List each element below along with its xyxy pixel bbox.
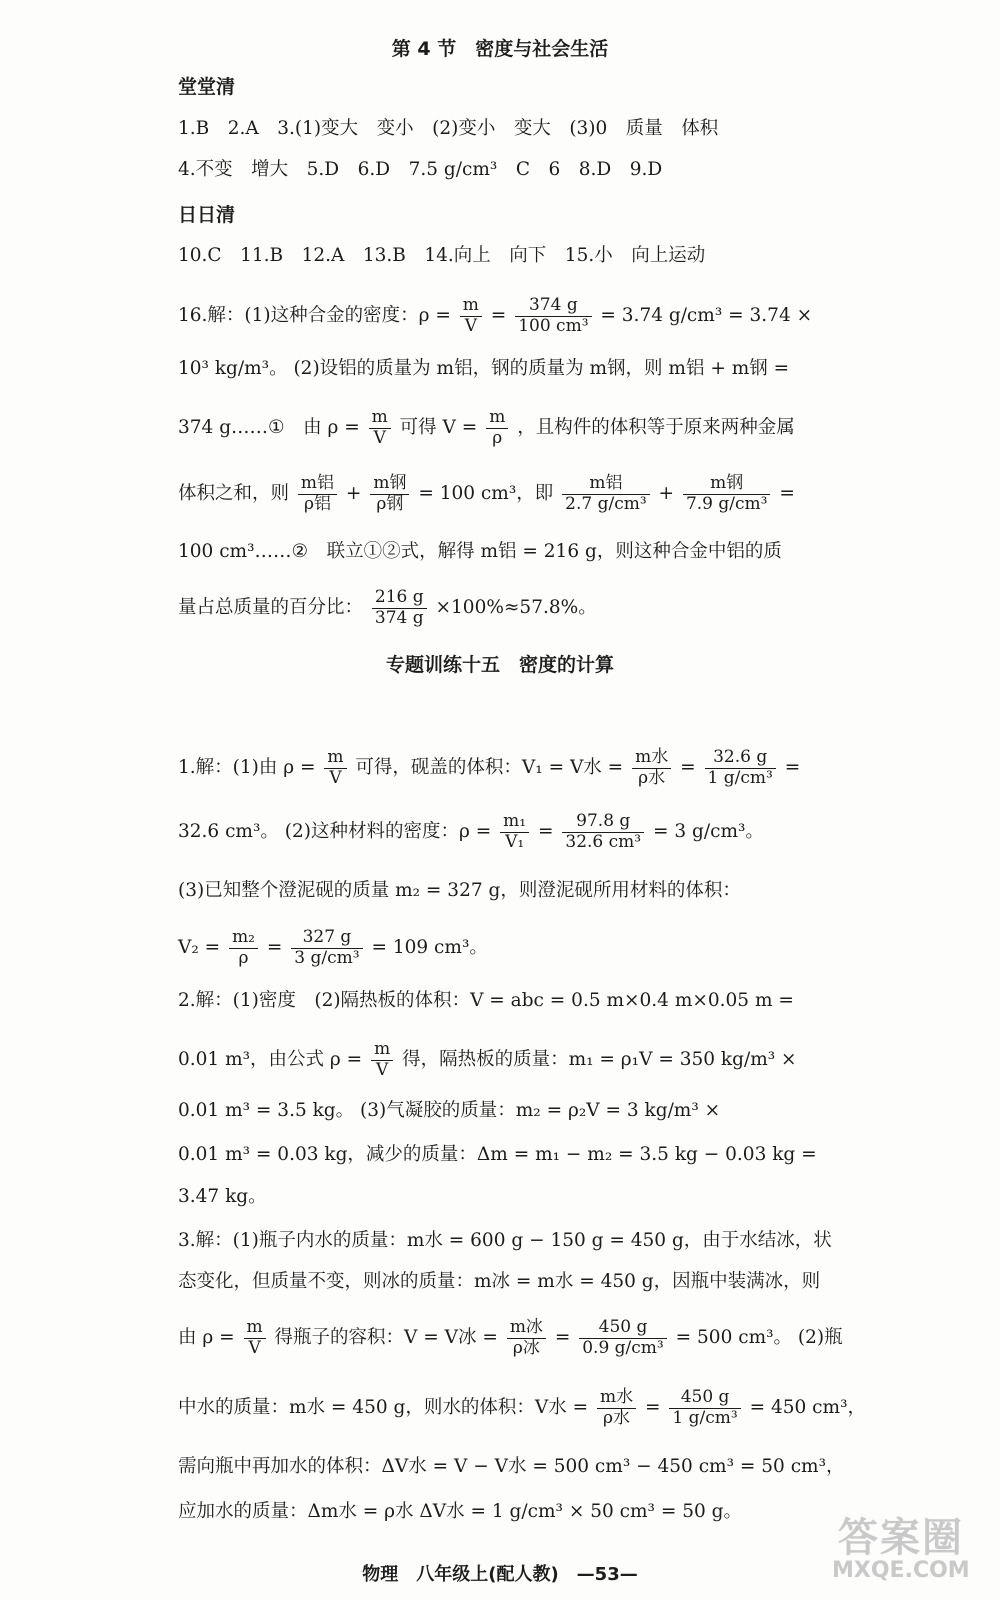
ririqing-heading: 日日清: [178, 204, 236, 226]
p3-line-5: 需向瓶中再加水的体积：ΔV水 = V − V水 = 500 cm³ − 450 cm³ = 50 cm³，: [178, 1456, 845, 1477]
p2-line-1: 2.解：(1)密度 (2)隔热板的体积：V = abc = 0.5 m×0.4 m×0.05 m =: [178, 990, 794, 1011]
page-footer: 物理 八年级上(配人教) —53—: [362, 1564, 638, 1585]
p3-line-3: 由 ρ = $\frac{m}{V}$ 得瓶子的容积：V = V冰 = $\frac{\text{m冰}}{\text{ρ冰}}$ = $\frac{450 g}{\text{0.9 g/cm³}}$ = 500 cm³。 (2)瓶: [178, 1317, 843, 1358]
watermark-url: MXQE.COM: [832, 1558, 970, 1583]
q16-line-5: 100 cm³……② 联立①②式，解得 m铝 = 216 g，则这种合金中铝的质: [178, 541, 782, 562]
fraction: $\frac{\text{m冰}}{\text{ρ冰}}$: [507, 1318, 546, 1358]
fraction: $\frac{\text{m₁}}{\text{V₁}}$: [500, 812, 529, 852]
fraction: $\frac{\text{m水}}{\text{ρ水}}$: [632, 748, 671, 788]
fraction: $\frac{\text{m₂}}{\rho}$: [229, 928, 258, 968]
watermark-logo: [828, 1506, 978, 1592]
q16-line-1: 16.解：(1)这种合金的密度：ρ = $\frac{m}{V}$ = $\frac{374 g}{\text{100 cm³}}$ = 3.74 g/cm³ = 3.74 ×: [178, 295, 813, 336]
fraction: $\frac{\text{m铝}}{\text{2.7 g/cm³}}$: [562, 474, 650, 514]
q16-line-3: 374 g……① 由 ρ = $\frac{m}{V}$ 可得 V = $\frac{m}{\rho}$ ，且构件的体积等于原来两种金属: [178, 407, 795, 448]
fraction: $\frac{m}{V}$: [369, 408, 391, 448]
watermark-text: 答案圈: [838, 1515, 964, 1561]
q16-line-4: 体积之和，则 $\frac{\text{m铝}}{\text{ρ铝}}$ + $\frac{\text{m钢}}{\text{ρ钢}}$ = 100 cm³，即 $\frac{\text{m铝}}{\text{2.7 g/cm³}}$ + $\frac{\text{m钢}}{\text{7.9 g/cm³}}$ =: [178, 473, 795, 514]
p2-line-4: 0.01 m³ = 0.03 kg，减少的质量：Δm = m₁ − m₂ = 3.5 kg − 0.03 kg =: [178, 1144, 817, 1165]
fraction: $\frac{m}{V}$: [371, 1040, 393, 1080]
section-title: 第 4 节 密度与社会生活: [391, 38, 609, 60]
q16-line-6: 量占总质量的百分比： $\frac{216 g}{374 g}$ ×100%≈57.8%。: [178, 587, 597, 628]
fraction: $\frac{\text{m钢}}{\text{ρ钢}}$: [370, 474, 409, 514]
fraction: $\frac{m}{V}$: [324, 748, 346, 788]
p2-line-2: 0.01 m³，由公式 ρ = $\frac{m}{V}$ 得，隔热板的质量：m₁ = ρ₁V = 350 kg/m³ ×: [178, 1039, 797, 1080]
p2-line-3: 0.01 m³ = 3.5 kg。 (3)气凝胶的质量：m₂ = ρ₂V = 3 kg/m³ ×: [178, 1100, 721, 1121]
fraction: $\frac{m}{V}$: [244, 1318, 266, 1358]
fraction: $\frac{\text{m水}}{\text{ρ水}}$: [597, 1388, 636, 1428]
special-training-title: 专题训练十五 密度的计算: [385, 654, 614, 676]
answers-line-3: 10.C 11.B 12.A 13.B 14.向上 向下 15.小 向上运动: [178, 245, 706, 266]
q16-prefix: 16.解：(1)这种合金的密度：ρ =: [178, 305, 451, 327]
fraction: $\frac{\text{m钢}}{\text{7.9 g/cm³}}$: [683, 474, 771, 514]
fraction: $\frac{216 g}{374 g}$: [372, 588, 427, 628]
fraction: $\frac{\text{m铝}}{\text{ρ铝}}$: [298, 474, 337, 514]
tangtangqing-heading: 堂堂清: [178, 76, 236, 98]
p1-line-2: 32.6 cm³。 (2)这种材料的密度：ρ = $\frac{\text{m₁}}{\text{V₁}}$ = $\frac{97.8 g}{\text{32.6 cm³}}$ = 3 g/cm³。: [178, 811, 764, 852]
fraction: $\frac{374 g}{\text{100 cm³}}$: [515, 296, 591, 336]
fraction: $\frac{m}{\rho}$: [486, 408, 508, 448]
p1-line-4: V₂ = $\frac{\text{m₂}}{\rho}$ = $\frac{327 g}{\text{3 g/cm³}}$ = 109 cm³。: [178, 927, 488, 968]
fraction: $\frac{450 g}{\text{0.9 g/cm³}}$: [579, 1318, 667, 1358]
fraction: $\frac{327 g}{\text{3 g/cm³}}$: [291, 928, 362, 968]
fraction: $\frac{32.6 g}{\text{1 g/cm³}}$: [705, 748, 776, 788]
p3-line-6: 应加水的质量：Δm水 = ρ水 ΔV水 = 1 g/cm³ × 50 cm³ = 50 g。: [178, 1501, 742, 1522]
p1-line-1: 1.解：(1)由 ρ = $\frac{m}{V}$ 可得，砚盖的体积：V₁ = V水 = $\frac{\text{m水}}{\text{ρ水}}$ = $\frac{32.6 g}{\text{1 g/cm³}}$ =: [178, 747, 801, 788]
answers-line-2: 4.不变 增大 5.D 6.D 7.5 g/cm³ C 6 8.D 9.D: [178, 159, 663, 180]
q16-line-2: 10³ kg/m³。 (2)设铝的质量为 m铝，钢的质量为 m钢，则 m铝 + m钢 =: [178, 358, 790, 379]
p3-line-2: 态变化，但质量不变，则冰的质量：m冰 = m水 = 450 g，因瓶中装满冰，则: [178, 1271, 821, 1292]
fraction: $\frac{m}{V}$: [460, 296, 482, 336]
p2-line-5: 3.47 kg。: [178, 1186, 267, 1207]
p1-line-3: (3)已知整个澄泥砚的质量 m₂ = 327 g，则澄泥砚所用材料的体积：: [178, 880, 741, 901]
p3-line-1: 3.解：(1)瓶子内水的质量：m水 = 600 g − 150 g = 450 g，由于水结冰，状: [178, 1230, 832, 1251]
fraction: $\frac{97.8 g}{\text{32.6 cm³}}$: [562, 812, 644, 852]
p3-line-4: 中水的质量：m水 = 450 g，则水的体积：V水 = $\frac{\text{m水}}{\text{ρ水}}$ = $\frac{450 g}{\text{1 g/cm³}}$ = 450 cm³，: [178, 1387, 866, 1428]
fraction: $\frac{450 g}{\text{1 g/cm³}}$: [669, 1388, 740, 1428]
answers-line-1: 1.B 2.A 3.(1)变大 变小 (2)变小 变大 (3)0 质量 体积: [178, 118, 719, 139]
